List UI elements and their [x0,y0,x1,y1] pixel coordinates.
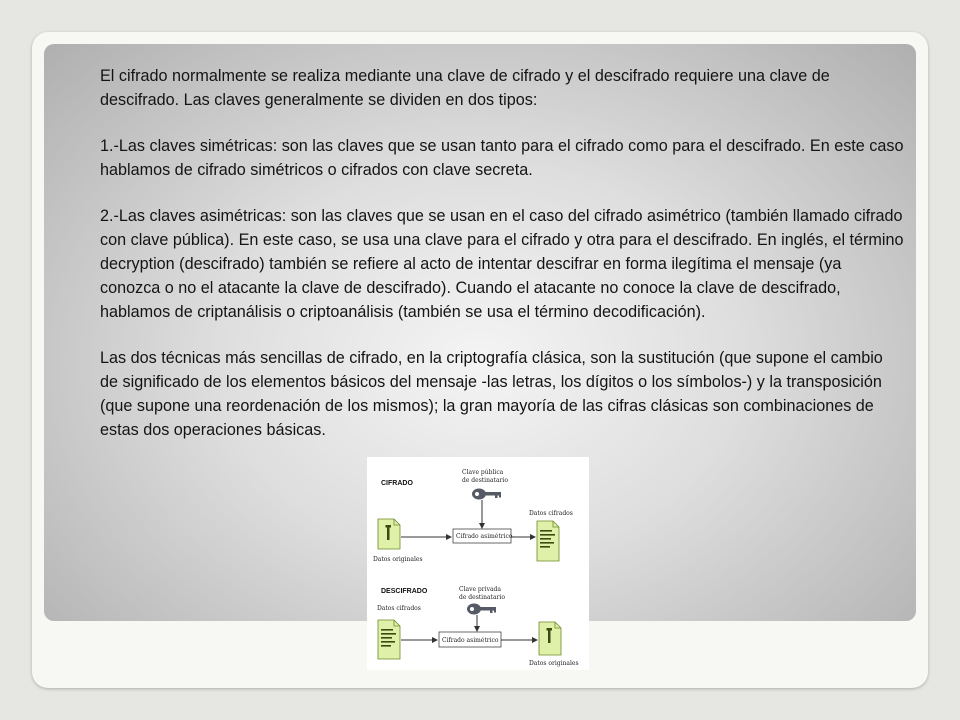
cifrado-input-label: Datos originales [373,556,423,563]
cifrado-process-label: Cifrado asimétrico [456,533,513,540]
descifrado-key-label-2: de destinatario [459,594,505,601]
cifrado-output-document-icon [537,521,559,561]
private-key-icon [467,604,496,615]
cifrado-input-document-icon [378,519,400,549]
asymmetric-keys-paragraph: 2.-Las claves asimétricas: son las claves que se usan en el caso del cifrado asimétrico (también llamado cifrado con clave pública). En este caso, se usa una clave para el cifrado y otra para el descifrado. En inglés, el término decryption (descifrado) también se refiere al acto de intentar descifrar en forma ilegítima el mensaje (ya conozca o no el atacante la clave de descifrado). Cuando el atacante no conoce la clave de descifrado, hablamos de criptanálisis o criptoanálisis (también se usa el término decodificación). [100,207,904,321]
descifrado-input-document-icon [378,620,400,659]
descifrado-title: DESCIFRADO [381,588,428,595]
descifrado-key-label-1: Clave privada [459,586,501,593]
descifrado-input-label: Datos cifrados [377,605,421,612]
cifrado-output-label: Datos cifrados [529,510,573,517]
descifrado-process-label: Cifrado asimétrico [442,637,499,644]
slide-text-body [100,64,905,442]
public-key-icon [472,489,501,500]
cifrado-key-label-1: Clave pública [462,469,504,476]
intro-paragraph: El cifrado normalmente se realiza mediante una clave de cifrado y el descifrado requiere una clave de descifrado. Las claves generalmente se dividen en dos tipos: [100,67,830,109]
encryption-diagram [367,457,589,670]
descifrado-output-label: Datos originales [529,660,579,667]
symmetric-keys-paragraph: 1.-Las claves simétricas: son las claves que se usan tanto para el cifrado como para el descifrado. En este caso hablamos de cifrado simétricos o cifrados con clave secreta. [100,137,904,179]
encryption-diagram-svg [367,457,589,670]
descifrado-output-document-icon [539,622,561,655]
classic-techniques-paragraph: Las dos técnicas más sencillas de cifrado, en la criptografía clásica, son la sustitución (que supone el cambio de significado de los elementos básicos del mensaje -las letras, los dígitos o los símbolos-) y la transposición (que supone una reordenación de los mismos); la gran mayoría de las cifras clásicas son combinaciones de estas dos operaciones básicas. [100,349,883,439]
cifrado-key-label-2: de destinatario [462,477,508,484]
cifrado-title: CIFRADO [381,480,413,487]
